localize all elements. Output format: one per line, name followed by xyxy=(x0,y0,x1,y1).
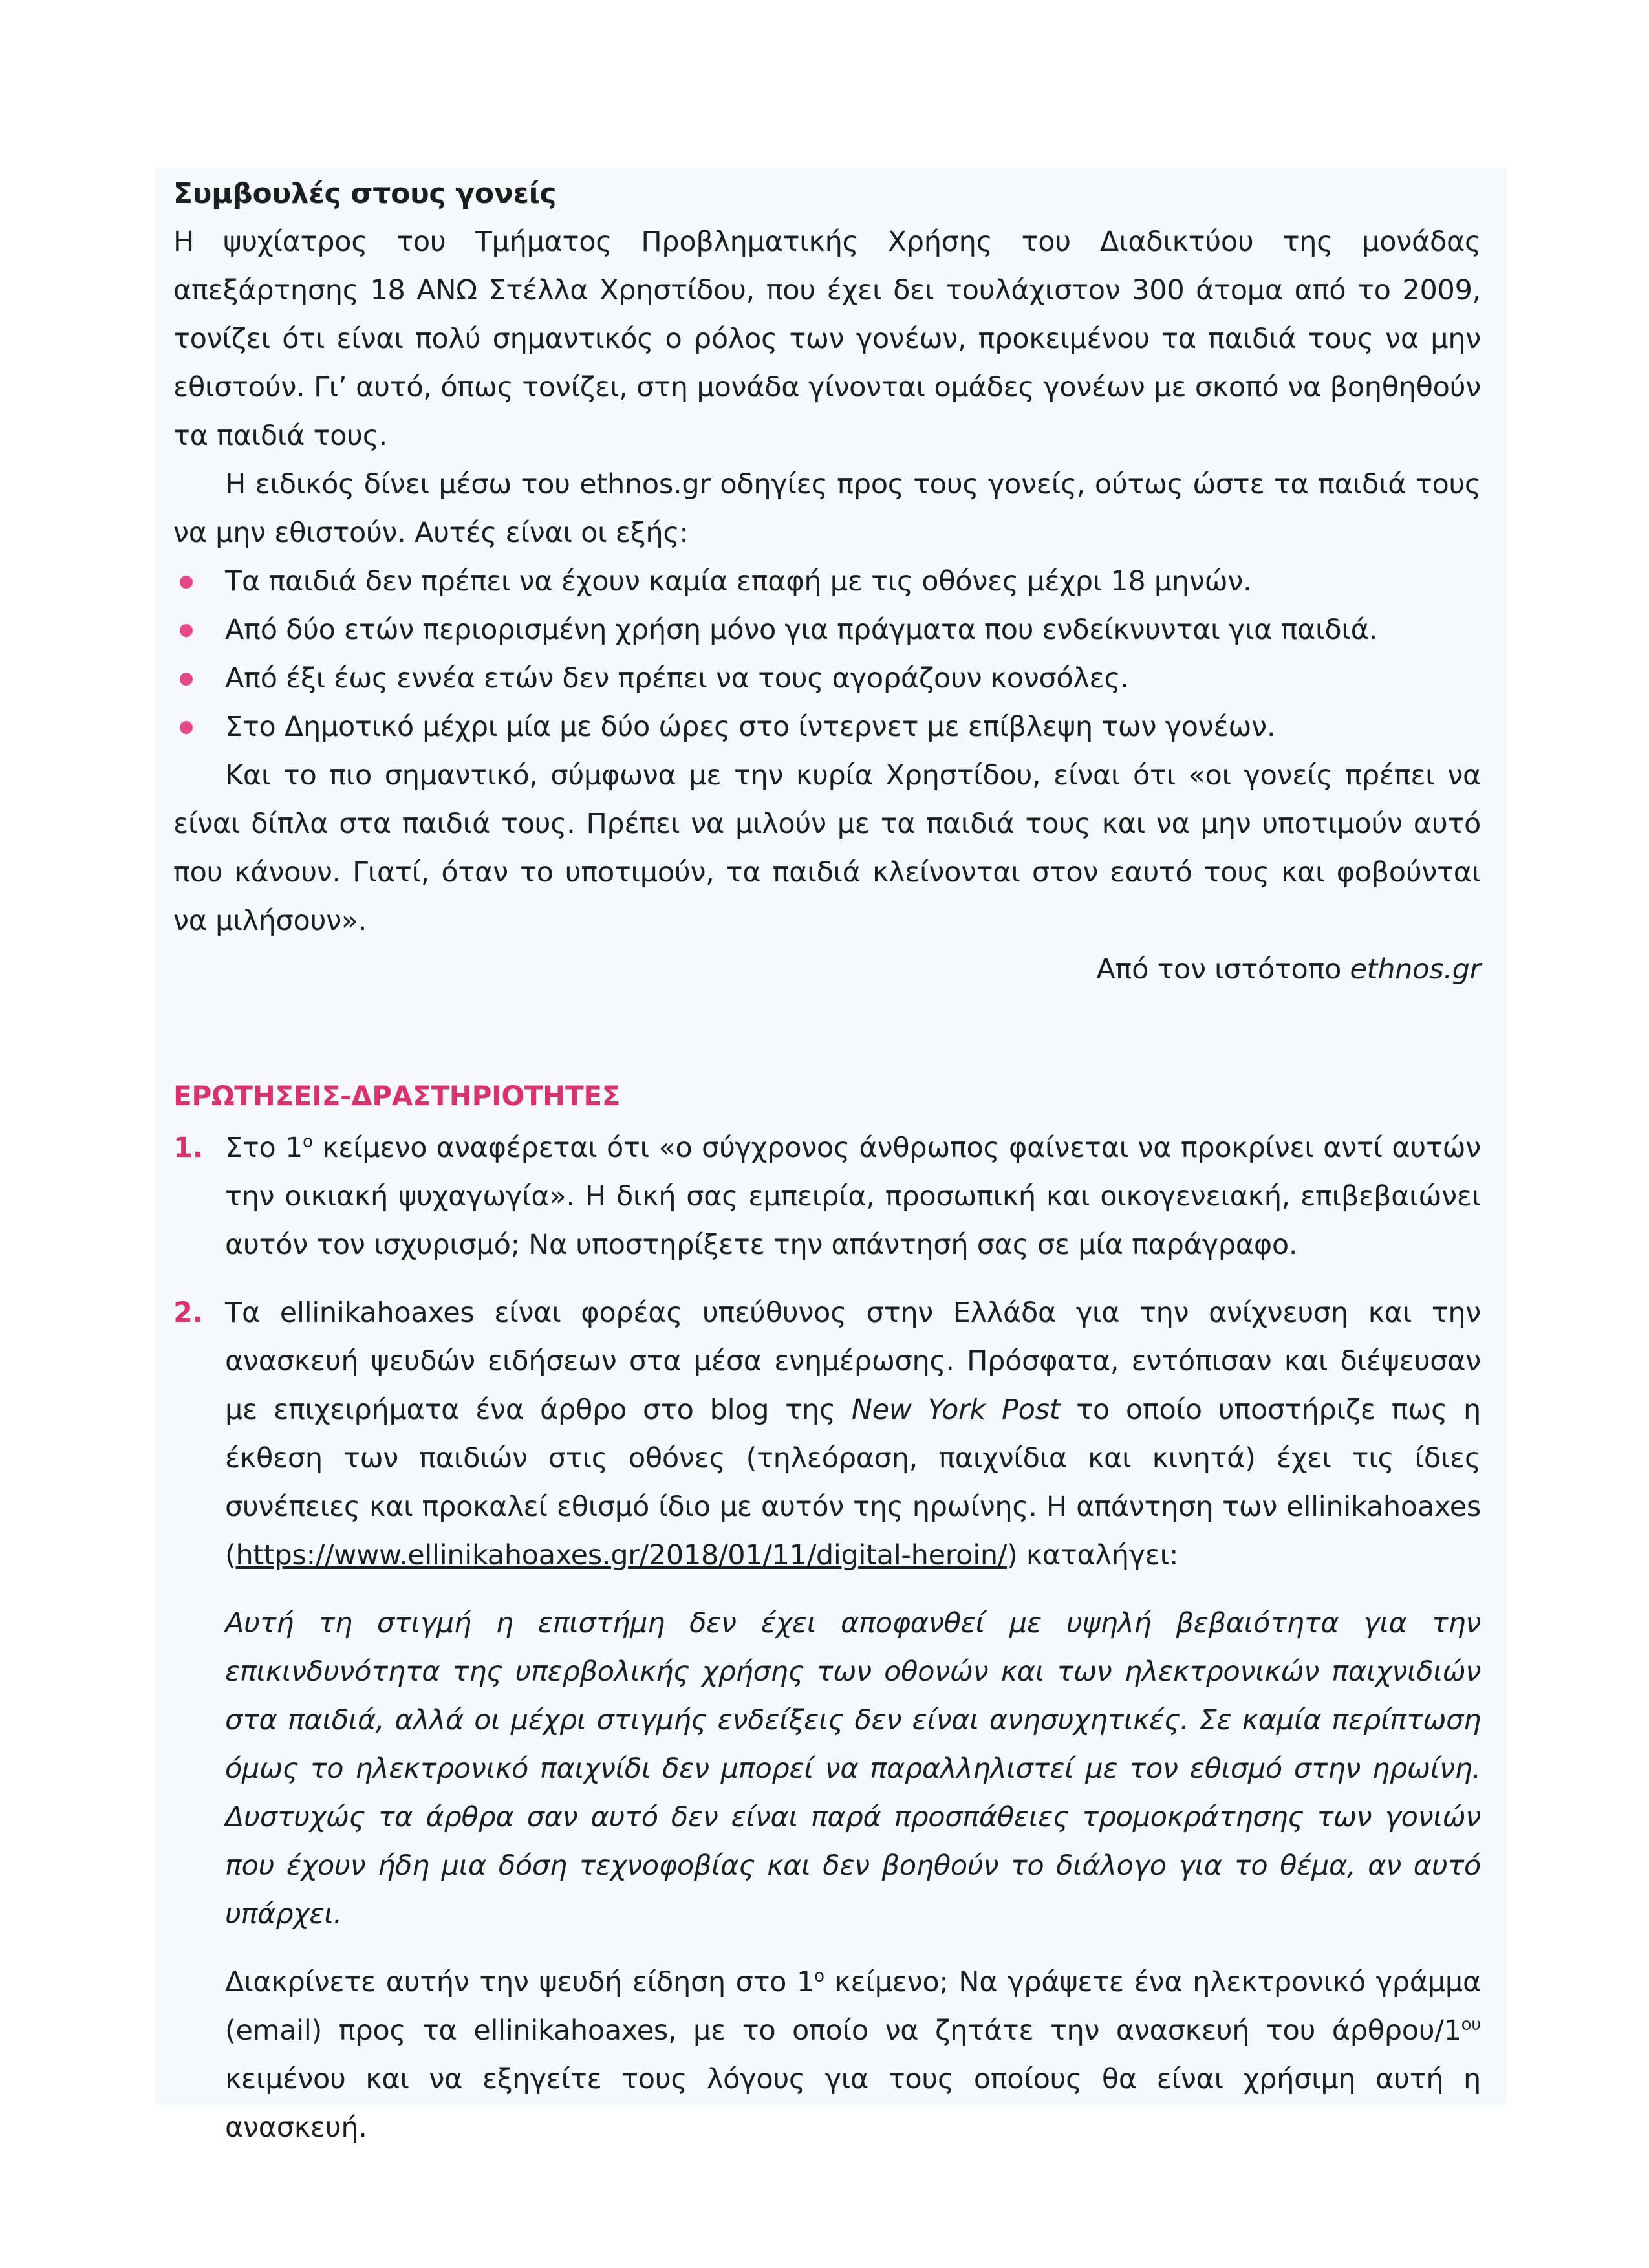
list-item: Από δύο ετών περιορισμένη χρήση μόνο για πράγματα που ενδείκνυνται για παιδιά. xyxy=(173,606,1481,654)
advice-heading: Συμβουλές στους γονείς xyxy=(173,177,557,210)
advice-paragraph-2: Η ειδικός δίνει μέσω του ethnos.gr οδηγίες προς τους γονείς, ούτως ώστε τα παιδιά τους να μην εθιστούν. Αυτές είναι οι εξής: xyxy=(173,468,1481,549)
question-2 xyxy=(173,1289,1481,2152)
page-content xyxy=(173,169,1481,2152)
question-2-task: Διακρίνετε αυτήν την ψευδή είδηση στο $1^o$ κείμενο; Να γράψετε ένα ηλεκτρονικό γράμμα (email) προς τα ellinikahoaxes, με το οποίο να ζητάτε την ανασκευή του άρθρου/$1^{o\upsilon}$ κειμένου και να εξηγείτε τους λόγους για τους οποίους θα είναι χρήσιμη αυτή η ανασκευή. xyxy=(225,1966,1482,2144)
advice-paragraph-1: Η ψυχίατρος του Τμήματος Προβληματικής Χρήσης του Διαδικτύου της μονάδας απεξάρτησης 18 ΑΝΩ Στέλλα Χρηστίδου, που έχει δει τουλάχιστον 300 άτομα από το 2009, τονίζει ότι είναι πολύ σημαντικός ο ρόλος των γονέων, προκειμένου τα παιδιά τους να μην εθιστούν. Γι’ αυτό, όπως τονίζει, στη μονάδα γίνονται ομάδες γονέων με σκοπό να βοηθηθούν τα παιδιά τους. xyxy=(173,226,1481,452)
source-site: ethnos.gr xyxy=(1350,953,1481,986)
questions-section-title: ΕΡΩΤΗΣΕΙΣ-ΔΡΑΣΤΗΡΙΟΤΗΤΕΣ xyxy=(173,1080,621,1112)
question-1-text: Στο $1^o$ κείμενο αναφέρεται ότι «ο σύγχρονος άνθρωπος φαίνεται να προκρίνει αντί αυτών την οικιακή ψυχαγωγία». Η δική σας εμπειρία, προσωπική και οικογενειακή, επιβεβαιώνει αυτόν τον ισχυρισμό; Να υποστηρίξετε την απάντησή σας σε μία παράγραφο. xyxy=(225,1132,1481,1261)
bullet-dot-icon xyxy=(180,624,193,637)
advice-paragraph-3: Και το πιο σημαντικό, σύμφωνα με την κυρία Χρηστίδου, είναι ότι «οι γονείς πρέπει να είναι δίπλα στα παιδιά τους. Πρέπει να μιλούν με τα παιδιά τους και να μην υποτιμούν αυτό που κάνουν. Γιατί, όταν το υποτιμούν, τα παιδιά κλείνονται στον εαυτό τους και φοβούνται να μιλήσουν». xyxy=(173,759,1481,937)
question-number: 1. xyxy=(173,1132,203,1164)
questions-list xyxy=(173,1124,1481,2152)
source-prefix: Από τον ιστότοπο xyxy=(1096,953,1342,986)
newspaper-name: New York Post xyxy=(851,1394,1061,1426)
question-2-intro: Τα ellinikahoaxes είναι φορέας υπεύθυνος στην Ελλάδα για την ανίχνευση και την ανασκευή ψευδών ειδήσεων στα μέσα ενημέρωσης. Πρόσφατα, εντόπισαν και διέψευσαν με επιχειρήματα ένα άρθρο στο blog της New York Post το οποίο υποστήριζε πως η έκθεση των παιδιών στις οθόνες (τηλεόραση, παιχνίδια και κινητά) έχει τις ίδιες συνέπειες και προκαλεί εθισμό ίδιο με αυτόν της ηρωίνης. Η απάντηση των ellinikahoaxes (https://www.ellinikahoaxes.gr/2018/01/11/digital-heroin/) καταλήγει: xyxy=(225,1297,1481,1571)
list-item: Τα παιδιά δεν πρέπει να έχουν καμία επαφή με τις οθόνες μέχρι 18 μηνών. xyxy=(173,557,1481,606)
question-number: 2. xyxy=(173,1297,203,1329)
list-item: Από έξι έως εννέα ετών δεν πρέπει να τους αγοράζουν κονσόλες. xyxy=(173,654,1481,703)
source-attribution xyxy=(173,945,1481,994)
list-item: Στο Δημοτικό μέχρι μία με δύο ώρες στο ίντερνετ με επίβλεψη των γονέων. xyxy=(173,703,1481,751)
bullet-dot-icon xyxy=(180,721,193,734)
quoted-conclusion: Αυτή τη στιγμή η επιστήμη δεν έχει αποφανθεί με υψηλή βεβαιότητα για την επικινδυνότητα της υπερβολικής χρήσης των οθονών και των ηλεκτρονικών παιχνιδιών στα παιδιά, αλλά οι μέχρι στιγμής ενδείξεις δεν είναι ανησυχητικές. Σε καμία περίπτωση όμως το ηλεκτρονικό παιχνίδι δεν μπορεί να παραλληλιστεί με τον εθισμό στην ηρωίνη. Δυστυχώς τα άρθρα σαν αυτό δεν είναι παρά προσπάθειες τρομοκράτησης των γονιών που έχουν ήδη μια δόση τεχνοφοβίας και δεν βοηθούν το διάλογο για το θέμα, αν αυτό υπάρχει. xyxy=(225,1607,1481,1930)
bullet-dot-icon xyxy=(180,673,193,686)
bullet-dot-icon xyxy=(180,576,193,589)
question-1 xyxy=(173,1124,1481,1269)
article-link[interactable]: https://www.ellinikahoaxes.gr/2018/01/11/digital-heroin/ xyxy=(235,1539,1007,1571)
advice-bullet-list xyxy=(173,557,1481,751)
